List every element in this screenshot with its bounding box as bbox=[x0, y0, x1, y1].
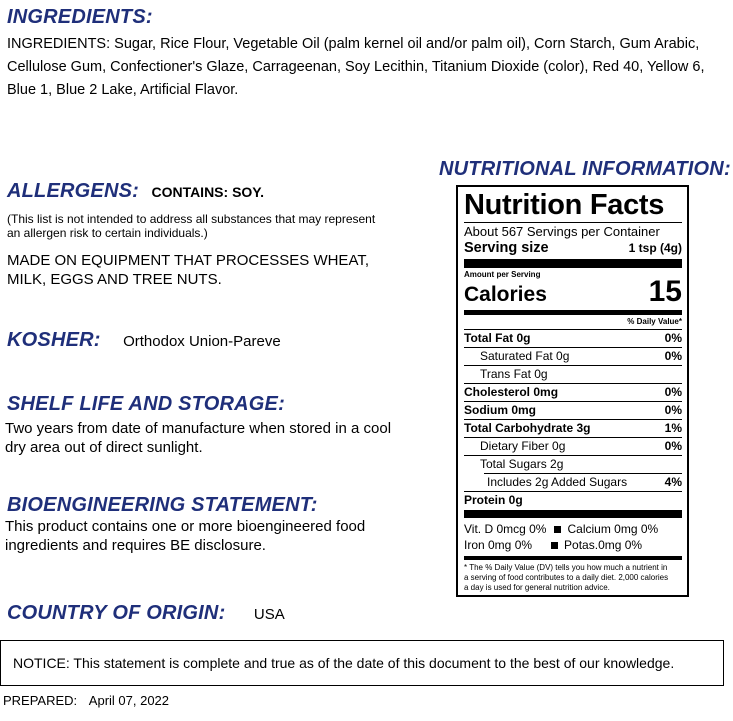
footnote-line: a serving of food contributes to a daily diet. 2,000 calories bbox=[464, 573, 669, 582]
calcium: Calcium 0mg 0% bbox=[567, 522, 659, 536]
allergens-equipment bbox=[7, 251, 369, 289]
dv-footnote bbox=[464, 563, 682, 593]
nutrient-row bbox=[464, 438, 682, 456]
nutrient-row bbox=[464, 348, 682, 366]
nutrient-row bbox=[464, 492, 682, 509]
nutrient-label: Saturated Fat 0g bbox=[480, 349, 570, 363]
ingredients-line: Blue 1, Blue 2 Lake, Artificial Flavor. bbox=[7, 82, 239, 98]
origin-value: USA bbox=[253, 606, 285, 623]
nutrient-dv: 0% bbox=[664, 331, 682, 345]
nutrient-dv: 1% bbox=[664, 421, 682, 435]
shelf-life-line: Two years from date of manufacture when stored in a cool bbox=[5, 420, 392, 437]
kosher-value: Orthodox Union-Pareve bbox=[123, 333, 281, 350]
nutrient-dv: 0% bbox=[664, 403, 682, 417]
nutrient-dv: 4% bbox=[664, 475, 682, 489]
kosher-heading: KOSHER: bbox=[7, 329, 101, 351]
kosher-section bbox=[7, 329, 281, 352]
nutrition-facts-title: Nutrition Facts bbox=[464, 189, 665, 221]
notice-text: NOTICE: This statement is complete and true as of the date of this document to the best of our knowledge. bbox=[13, 655, 675, 671]
origin-section bbox=[7, 602, 285, 625]
nutrient-row bbox=[464, 402, 682, 420]
disclaimer-line: an allergen risk to certain individuals.) bbox=[7, 226, 208, 240]
nutrient-label: Total Carbohydrate 3g bbox=[464, 421, 591, 435]
prepared-line bbox=[3, 693, 169, 708]
serving-size-value: 1 tsp (4g) bbox=[628, 241, 682, 255]
bioengineering-heading: BIOENGINEERING STATEMENT: bbox=[7, 494, 318, 516]
ingredients-line: Cellulose Gum, Confectioner's Glaze, Carrageenan, Soy Lecithin, Titanium Dioxide (color), Red 40, Yellow 6, bbox=[7, 59, 705, 75]
equipment-line: MILK, EGGS AND TREE NUTS. bbox=[7, 271, 222, 288]
potassium: Potas.0mg 0% bbox=[564, 538, 643, 552]
nutrient-label: Trans Fat 0g bbox=[480, 367, 548, 381]
amount-per-serving: Amount per Serving bbox=[464, 270, 541, 279]
nutritional-heading: NUTRITIONAL INFORMATION: bbox=[439, 158, 731, 180]
nutrient-dv: 0% bbox=[664, 349, 682, 363]
disclaimer-line: (This list is not intended to address all substances that may represent bbox=[7, 212, 376, 226]
nutrient-row bbox=[464, 366, 682, 384]
shelf-life-text bbox=[5, 419, 391, 457]
footnote-line: a day is used for general nutrition advice. bbox=[464, 583, 610, 592]
calories-label: Calories bbox=[464, 283, 547, 306]
nutrient-label: Cholesterol 0mg bbox=[464, 385, 559, 399]
ingredients-text bbox=[7, 33, 705, 102]
nutrient-dv: 0% bbox=[664, 439, 682, 453]
footnote-line: * The % Daily Value (DV) tells you how much a nutrient in bbox=[464, 563, 668, 572]
shelf-life-line: dry area out of direct sunlight. bbox=[5, 439, 203, 456]
nutrient-row bbox=[464, 456, 682, 473]
allergens-disclaimer bbox=[7, 212, 375, 240]
servings-per-container: About 567 Servings per Container bbox=[464, 224, 660, 239]
ingredients-line: INGREDIENTS: Sugar, Rice Flour, Vegetable Oil (palm kernel oil and/or palm oil), Corn Starch, Gum Arabic, bbox=[7, 36, 700, 52]
allergens-contains: CONTAINS: SOY. bbox=[151, 184, 264, 200]
ingredients-heading: INGREDIENTS: bbox=[7, 6, 153, 28]
nutrition-facts-panel bbox=[456, 185, 689, 597]
nutrient-label: Total Fat 0g bbox=[464, 331, 531, 345]
vitamins-row bbox=[464, 521, 682, 537]
notice-box bbox=[0, 640, 724, 686]
nutrient-label: Dietary Fiber 0g bbox=[480, 439, 566, 453]
nutrient-dv: 0% bbox=[664, 385, 682, 399]
allergens-heading: ALLERGENS: bbox=[7, 180, 139, 202]
nutrient-row bbox=[464, 474, 682, 492]
equipment-line: MADE ON EQUIPMENT THAT PROCESSES WHEAT, bbox=[7, 252, 369, 269]
daily-value-header: % Daily Value* bbox=[464, 315, 682, 330]
bioengineering-line: ingredients and requires BE disclosure. bbox=[5, 537, 266, 554]
allergens-section bbox=[7, 180, 264, 203]
nutrient-row bbox=[464, 330, 682, 348]
bioengineering-line: This product contains one or more bioengineered food bbox=[5, 518, 366, 535]
origin-heading: COUNTRY OF ORIGIN: bbox=[7, 602, 226, 624]
nutrient-row bbox=[464, 384, 682, 402]
nutrient-label: Includes 2g Added Sugars bbox=[487, 475, 628, 489]
bioengineering-text bbox=[5, 517, 365, 555]
minerals-row bbox=[464, 537, 682, 553]
nutrient-label: Sodium 0mg bbox=[464, 403, 537, 417]
calories-row bbox=[464, 277, 682, 307]
calories-value: 15 bbox=[648, 275, 682, 308]
prepared-date: April 07, 2022 bbox=[88, 693, 170, 708]
nutrient-row bbox=[464, 420, 682, 438]
vitamin-d: Vit. D 0mcg 0% bbox=[464, 522, 547, 536]
serving-size-row bbox=[464, 240, 682, 256]
prepared-label: PREPARED: bbox=[3, 693, 78, 708]
iron: Iron 0mg 0% bbox=[464, 538, 533, 552]
shelf-life-heading: SHELF LIFE AND STORAGE: bbox=[7, 393, 285, 415]
nutrient-label: Protein 0g bbox=[464, 493, 523, 507]
nutrient-label: Total Sugars 2g bbox=[480, 457, 564, 471]
serving-size-label: Serving size bbox=[464, 240, 549, 256]
